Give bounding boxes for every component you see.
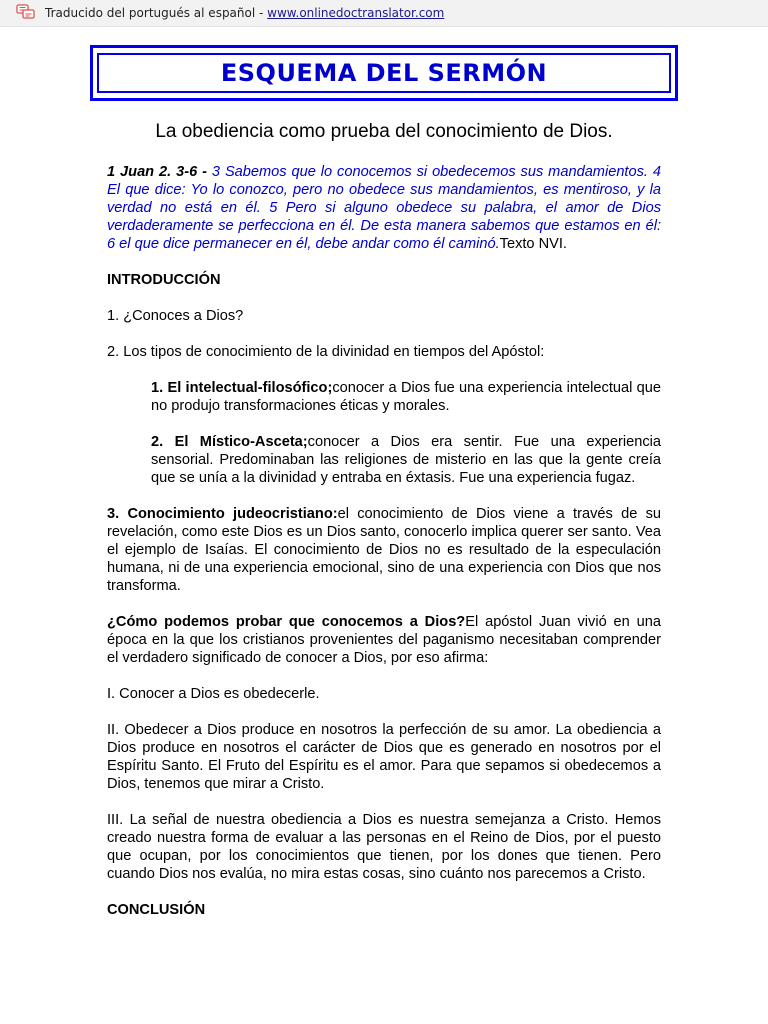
- banner-text: Traducido del portugués al español - www.onlinedoctranslator.com: [45, 6, 445, 20]
- question-paragraph: [107, 613, 661, 667]
- intro-heading: INTRODUCCIÓN: [107, 272, 221, 288]
- subpoint-1: [151, 379, 661, 415]
- point-2: 2. Los tipos de conocimiento de la divinidad en tiempos del Apóstol:: [107, 344, 545, 360]
- roman-point-1: I. Conocer a Dios es obedecerle.: [107, 686, 320, 702]
- roman-point-3: III. La señal de nuestra obediencia a Dios es nuestra semejanza a Cristo. Hemos creado nuestra forma de evaluar a las personas en el Reino de Dios, por el puesto que ocupan, por los conocimientos que tienen, por los dones que tienen. Pero cuando Dios nos evalúa, no mira estas cosas, sino cuánto nos parecemos a Cristo.: [107, 812, 661, 882]
- translator-icon: [16, 4, 36, 20]
- document-body: [107, 120, 661, 937]
- subpoint-1-label: 1. El intelectual-filosófico;: [151, 380, 333, 396]
- roman-point-2: II. Obedecer a Dios produce en nosotros la perfección de su amor. La obediencia a Dios produce en nosotros el carácter de Dios que es generado en nosotros por el Espíritu Santo. El Fruto del Espíritu es el amor. Para que sepamos si obedecemos a Dios, tenemos que mirar a Cristo.: [107, 722, 661, 792]
- point-3: [107, 505, 661, 595]
- subpoint-1-text: conocer a Dios fue una experiencia intelectual que no produjo transformaciones éticas y morales.: [151, 380, 662, 414]
- verse-text: 3 Sabemos que lo conocemos si obedecemos sus mandamientos. 4 El que dice: Yo lo conozco, pero no obedece sus mandamientos, es mentiroso, y la verdad no está en él. 5 Pero si alguno obedece su palabra, el amor de Dios verdaderamente se perfecciona en él. De esta manera sabemos que estamos en él: 6 el que dice permanecer en él, debe andar como él caminó.: [107, 164, 661, 252]
- question-label: ¿Cómo podemos probar que conocemos a Dios?: [107, 614, 466, 630]
- conclusion-heading: CONCLUSIÓN: [107, 902, 206, 918]
- point-1: 1. ¿Conoces a Dios?: [107, 308, 244, 324]
- subpoint-2-text: conocer a Dios era sentir. Fue una experiencia sensorial. Predominaban las religiones de misterio en las que la gente creía que se unía a la divinidad y entraba en éxtasis. Fue una experiencia fugaz.: [151, 434, 661, 486]
- subpoint-2: [151, 433, 661, 487]
- verse-source: Texto NVI.: [499, 236, 567, 252]
- title-inner-box: [97, 53, 671, 93]
- question-text: El apóstol Juan vivió en una época en la que los cristianos provenientes del paganismo necesitaban comprender el verdadero significado de conocer a Dios, por eso afirma:: [107, 614, 662, 666]
- title-box: [90, 45, 678, 101]
- point-3-label: 3. Conocimiento judeocristiano:: [107, 506, 338, 522]
- verse-paragraph: [107, 163, 661, 253]
- point-3-text: el conocimiento de Dios viene a través de su revelación, como este Dios es un Dios santo, conocerlo implica querer ser santo. Vea el ejemplo de Isaías. El conocimiento de Dios no es resultado de la especulación humana, ni de una experiencia emocional, sino de una experiencia con Dios que nos transforma.: [107, 506, 662, 594]
- subpoint-2-label: 2. El Místico-Asceta;: [151, 434, 308, 450]
- translation-banner: [0, 0, 768, 27]
- sermon-subtitle: La obediencia como prueba del conocimiento de Dios.: [155, 121, 613, 142]
- verse-reference: 1 Juan 2. 3-6 -: [107, 164, 212, 180]
- page-title: ESQUEMA DEL SERMÓN: [220, 59, 548, 87]
- translator-link[interactable]: www.onlinedoctranslator.com: [267, 6, 445, 20]
